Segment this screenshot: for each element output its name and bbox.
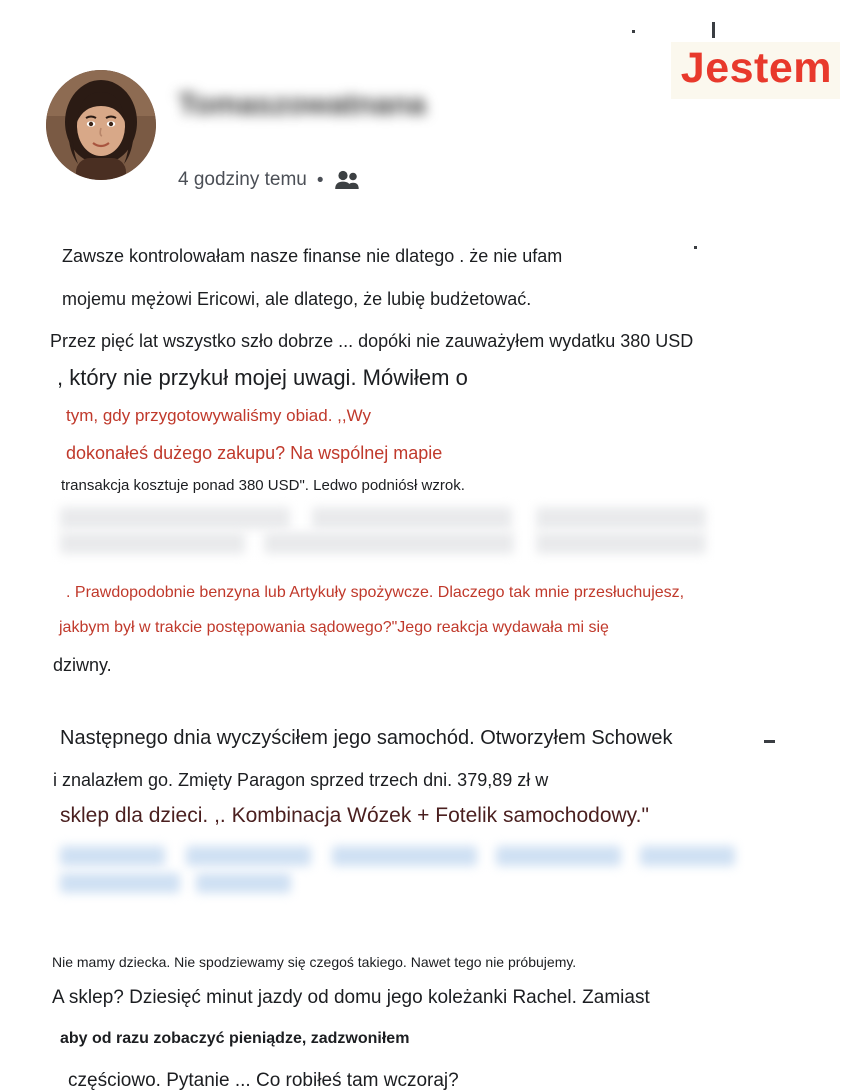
post-text-line: Następnego dnia wyczyściłem jego samochód. Otworzyłem Schowek [60,727,673,749]
friends-icon[interactable] [334,168,360,192]
post-text-line: aby od razu zobaczyć pieniądze, zadzwoniłem [60,1030,410,1047]
redacted-text-block [332,846,477,866]
redacted-text-block [496,846,621,866]
post-timestamp[interactable]: 4 godziny temu [178,169,307,190]
redacted-text-block [60,507,290,529]
stray-mark [694,246,697,249]
stray-mark [764,740,775,743]
redacted-text-block [60,846,165,866]
redacted-text-block [60,532,245,554]
post-text-line: mojemu mężowi Ericowi, ale dlatego, że lubię budżetować. [62,289,532,309]
post-meta [178,168,360,192]
redacted-text-block [60,873,180,893]
post-text-line: . Prawdopodobnie benzyna lub Artykuły spożywcze. Dlaczego tak mnie przesłuchujesz, [66,584,685,601]
post-text-line: jakbym był w trakcie postępowania sądowego?"Jego reakcja wydawała mi się [59,619,609,636]
meta-separator: • [316,169,324,191]
post-text-line: i znalazłem go. Zmięty Paragon sprzed trzech dni. 379,89 zł w [53,770,549,790]
post-text-line: tym, gdy przygotowywaliśmy obiad. ,,Wy [66,406,371,425]
redacted-text-block [312,507,512,529]
post-text-line: częściowo. Pytanie ... Co robiłeś tam wczoraj? [68,1070,459,1091]
post-header [0,0,864,215]
post-text-line: Nie mamy dziecka. Nie spodziewamy się czegoś takiego. Nawet tego nie próbujemy. [52,954,577,970]
redacted-text-block [264,532,514,554]
redacted-text-block [186,846,311,866]
post-text-line: dokonałeś dużego zakupu? Na wspólnej mapie [66,443,443,463]
stray-mark [712,22,715,38]
redacted-text-block [196,873,291,893]
post-text-line: A sklep? Dziesięć minut jazdy od domu jego koleżanki Rachel. Zamiast [52,987,650,1008]
user-avatar-photo [46,70,156,180]
avatar[interactable] [46,70,156,180]
post-text-line: transakcja kosztuje ponad 380 USD". Ledwo podniósł wzrok. [61,477,465,494]
overlay-annotation-word: Jestem [671,42,840,99]
redacted-text-block [640,846,735,866]
stray-mark [632,30,635,33]
post-text-line: Zawsze kontrolowałam nasze finanse nie dlatego . że nie ufam [62,246,563,266]
post-text-line: Przez pięć lat wszystko szło dobrze ... dopóki nie zauważyłem wydatku 380 USD [50,331,694,351]
author-name[interactable]: Tomaszowatnana [178,88,426,121]
redacted-text-block [536,532,706,554]
post-text-line: dziwny. [53,655,112,675]
post-text-line: sklep dla dzieci. ,. Kombinacja Wózek + Fotelik samochodowy." [60,804,649,827]
post-text-line: , który nie przykuł mojej uwagi. Mówiłem o [57,365,468,390]
redacted-text-block [536,507,706,529]
